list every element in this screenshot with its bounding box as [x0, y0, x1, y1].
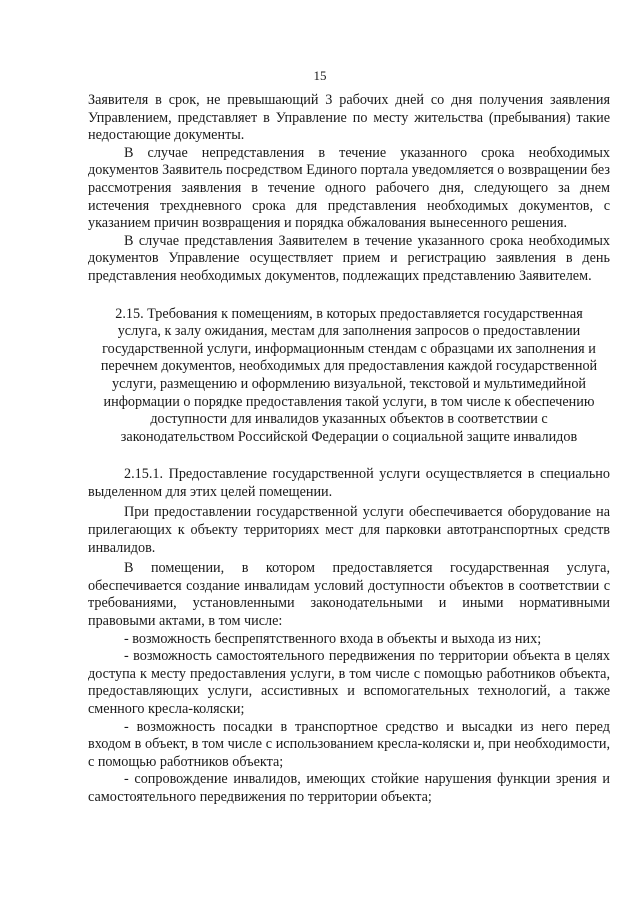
- paragraph-submission: В случае представления Заявителем в течение указанного срока необходимых документов Управление осуществляет прием и регистрацию заявления в день представления необходимых документов, подлежащих представлению Заявителем.: [88, 232, 610, 284]
- paragraph-accessibility-conditions: В помещении, в котором предоставляется государственная услуга, обеспечивается создание инвалидам условий доступности объектов в соответствии с требованиями, установленными законодательными и иными нормативными правовыми актами, в том числе:: [88, 560, 610, 630]
- page-body: [88, 92, 610, 807]
- list-item-transport: - возможность посадки в транспортное средство и высадки из него перед входом в объект, в том числе с использованием кресла-коляски и, при необходимости, с помощью работников объекта;: [88, 718, 610, 770]
- page-number: 15: [313, 68, 327, 83]
- section-heading-2-15: 2.15. Требования к помещениям, в которых предоставляется государственная услуга, к залу ожидания, местам для заполнения запросов о предоставлении государственной услуги, информационным стендам с образцами их заполнения и перечнем документов, необходимых для предоставления каждой государственной услуги, размещению и оформлению визуальной, текстовой и мультимедийной информации о порядке предоставления такой услуги, в том числе к обеспечению доступности для инвалидов указанных объектов в соответствии с законодательством Российской Федерации о социальной защите инвалидов: [100, 305, 598, 445]
- paragraph-2-15-1: 2.15.1. Предоставление государственной услуги осуществляется в специально выделенном для этих целей помещении.: [88, 466, 610, 500]
- paragraph-continuation: Заявителя в срок, не превышающий 3 рабочих дней со дня получения заявления Управлением, представляет в Управление по месту жительства (пребывания) такие недостающие документы.: [88, 92, 610, 144]
- list-item-movement: - возможность самостоятельного передвижения по территории объекта в целях доступа к месту предоставления услуги, в том числе с помощью работников объекта, предоставляющих услуги, ассистивных и вспомогательных технологий, а также сменного кресла-коляски;: [88, 648, 610, 717]
- paragraph-parking: При предоставлении государственной услуги обеспечивается оборудование на прилегающих к объекту территориях мест для парковки автотранспортных средств инвалидов.: [88, 504, 610, 556]
- paragraph-non-submission: В случае непредставления в течение указанного срока необходимых документов Заявитель посредством Единого портала уведомляется о возвращении без рассмотрения заявления в течение одного рабочего дня, следующего за днем истечения трехдневного срока для представления необходимых документов, с указанием причин возвращения и порядка обжалования вынесенного решения.: [88, 144, 610, 232]
- list-item-escort: - сопровождение инвалидов, имеющих стойкие нарушения функции зрения и самостоятельного передвижения по территории объекта;: [88, 771, 610, 805]
- list-item-entry-exit: - возможность беспрепятственного входа в объекты и выхода из них;: [124, 630, 542, 647]
